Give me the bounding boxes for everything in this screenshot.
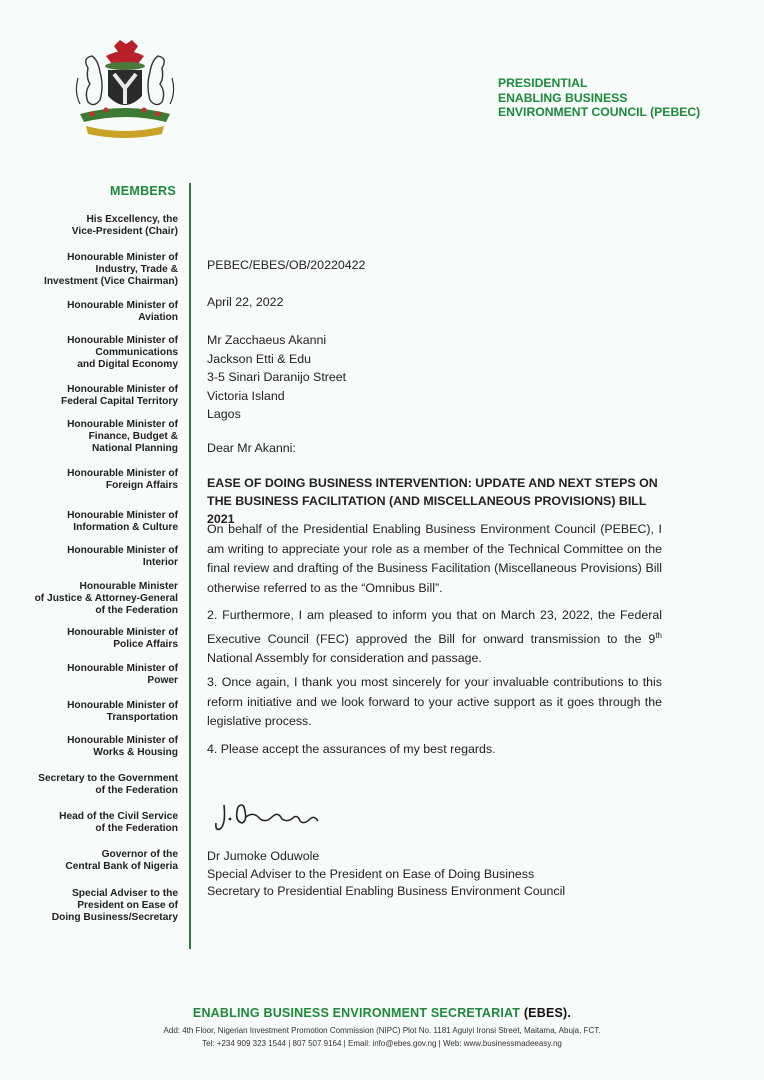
paragraph-2-text: 2. Furthermore, I am pleased to inform you that on March 23, 2022, the Federal Executive Council (FEC) approved the Bill for onward transmission to the 9 (207, 608, 662, 646)
recipient-street: 3-5 Sinari Daranijo Street (207, 370, 347, 384)
salutation: Dear Mr Akanni: (207, 441, 296, 455)
reference-number: PEBEC/EBES/OB/20220422 (207, 258, 366, 272)
footer-abbreviation: (EBES). (523, 1006, 572, 1020)
paragraph-1: On behalf of the Presidential Enabling Business Environment Council (PEBEC), I am writing to appreciate your role as a member of the Technical Committee on the final review and drafting of the Business Facilitation (Miscellaneous Provisions) Bill otherwise referred to as the “Omnibus Bill”. (207, 522, 662, 595)
member-entry: Head of the Civil Service of the Federation (59, 811, 178, 834)
members-heading: MEMBERS (110, 184, 176, 198)
signatory-title-2: Secretary to Presidential Enabling Business Environment Council (207, 884, 566, 898)
member-entry: Secretary to the Government of the Federation (38, 773, 178, 796)
recipient-address (207, 331, 346, 424)
council-line-3: ENVIRONMENT COUNCIL (PEBEC) (498, 105, 701, 119)
letter-date: April 22, 2022 (207, 295, 284, 309)
member-entry: His Excellency, the Vice-President (Chair) (71, 214, 178, 237)
paragraph-3: 3. Once again, I thank you most sincerely for your invaluable contributions to this reform initiative and we look forward to your active support as it goes through the legislative process. (207, 675, 662, 728)
footer-secretariat-name: ENABLING BUSINESS ENVIRONMENT SECRETARIAT (192, 1006, 521, 1020)
member-entry: Special Adviser to the President on Ease of Doing Business/Secretary (51, 888, 178, 923)
signatory-block (207, 848, 565, 901)
member-entry: Honourable Minister of Interior (67, 545, 178, 568)
member-entry: Honourable Minister of Industry, Trade & Investment (Vice Chairman) (44, 252, 178, 287)
paragraph-2-text-end: National Assembly for consideration and passage. (207, 651, 482, 666)
member-entry: Honourable Minister of Police Affairs (67, 627, 178, 650)
recipient-city: Lagos (207, 407, 241, 421)
member-entry: Honourable Minister of Finance, Budget & National Planning (67, 419, 178, 454)
member-entry: Honourable Minister of Transportation (67, 700, 178, 723)
recipient-firm: Jackson Etti & Edu (207, 351, 311, 366)
signatory-title-1: Special Adviser to the President on Ease of Doing Business (207, 866, 535, 881)
member-entry: Honourable Minister of Justice & Attorney-General of the Federation (34, 581, 178, 616)
ordinal-suffix: th (655, 630, 662, 640)
signatory-name: Dr Jumoke Oduwole (207, 849, 320, 863)
member-entry: Honourable Minister of Foreign Affairs (67, 468, 178, 491)
member-entry: Honourable Minister of Federal Capital Territory (60, 384, 178, 407)
member-entry: Honourable Minister of Power (67, 663, 178, 686)
member-entry: Honourable Minister of Aviation (67, 300, 178, 323)
member-entry: Honourable Minister of Works & Housing (67, 735, 178, 758)
footer-title (0, 1006, 764, 1020)
council-line-2: ENABLING BUSINESS (498, 90, 628, 105)
member-entry: Governor of the Central Bank of Nigeria (65, 849, 178, 872)
member-entry: Honourable Minister of Communications and Digital Economy (67, 335, 178, 370)
recipient-name: Mr Zacchaeus Akanni (207, 333, 327, 347)
council-line-1: PRESIDENTIAL (498, 76, 588, 90)
handwritten-signature (210, 797, 330, 837)
footer-address: Add: 4th Floor, Nigerian Investment Promotion Commission (NIPC) Plot No. 1181 Aguiyi Ironsi Street, Maitama, Abuja, FCT. (163, 1026, 601, 1035)
paragraph-4: 4. Please accept the assurances of my best regards. (207, 742, 496, 756)
subject-line: EASE OF DOING BUSINESS INTERVENTION: UPDATE AND NEXT STEPS ON THE BUSINESS FACILITATION (AND MISCELLANEOUS PROVISIONS) BILL 2021 (207, 476, 658, 526)
member-entry: Honourable Minister of Information & Culture (67, 510, 178, 533)
council-heading (498, 76, 700, 120)
paragraph-2 (207, 606, 662, 669)
recipient-area: Victoria Island (207, 388, 285, 403)
footer-contact: Tel: +234 909 323 1544 | 807 507 9164 | Email: info@ebes.gov.ng | Web: www.businessmadeeasy.ng (202, 1039, 562, 1048)
sidebar-divider (189, 183, 191, 949)
coat-of-arms-emblem (66, 38, 184, 144)
